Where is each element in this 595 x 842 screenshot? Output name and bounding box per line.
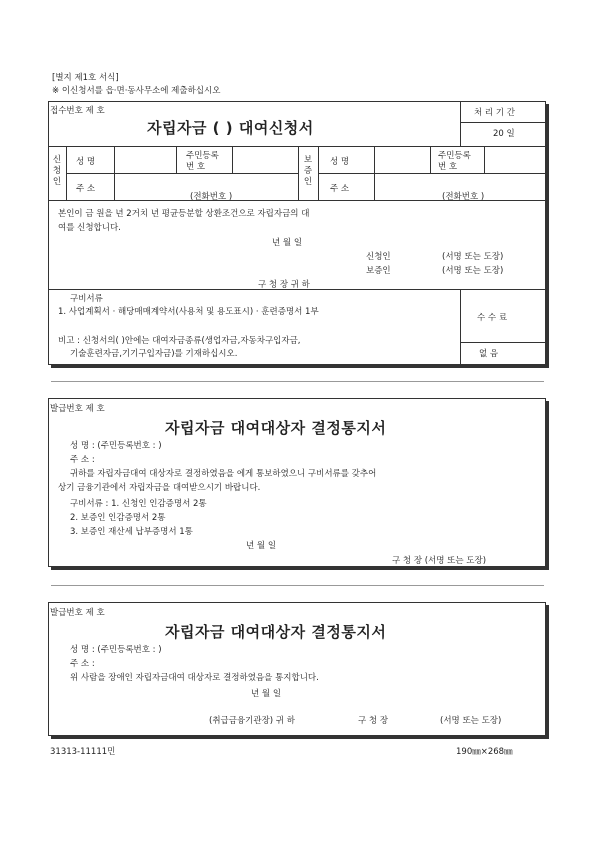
application-body-1: 본인이 금 원을 년 2거치 년 평균등분할 상환조건으로 자립자금의 대: [58, 209, 310, 219]
processing-period-label: 처 리 기 간: [474, 108, 515, 118]
notice1-docs-3: 3. 보증인 재산세 납부증명서 1통: [70, 527, 193, 537]
applicant-resid-label-1: 주민등록: [186, 151, 219, 161]
submission-note: ※ 이신청서를 읍·면·동사무소에 제출하십시오: [52, 86, 221, 96]
guarantor-label: 보증인: [303, 155, 313, 187]
notice2-title: 자립자금 대여대상자 결정통지서: [165, 623, 387, 641]
application-addressee: 구 청 장 귀 하: [258, 280, 310, 290]
sign-guarantor-label: 보증인: [366, 266, 391, 276]
notice1-docs-2: 2. 보증인 인감증명서 2통: [70, 513, 166, 523]
remark-line-1: 비고 : 신청서의( )안에는 대여자금종류(생업자금,자동차구입자금,: [58, 336, 301, 346]
notice2-name-line: 성 명 : (주민등록번호 : ): [70, 645, 162, 655]
notice1-title: 자립자금 대여대상자 결정통지서: [165, 419, 387, 437]
applicant-label: 신청인: [52, 155, 62, 187]
notice1-addr-line: 주 소 :: [70, 455, 95, 465]
docs-item-1: 1. 사업계획서 · 해당매매계약서(사용처 및 용도표시) · 훈련증명서 1부: [58, 307, 319, 317]
notice2-issue-number: 발급번호 제 호: [50, 608, 105, 618]
applicant-resid-label-2: 번 호: [186, 162, 206, 172]
cut-line-2: [51, 585, 544, 586]
application-form: [48, 101, 546, 365]
sign-applicant-label: 신청인: [366, 252, 391, 262]
application-body-2: 여를 신청합니다.: [58, 223, 121, 233]
application-title: 자립자금 ( ) 대여신청서: [147, 119, 314, 137]
footer-paper-size: 190㎜×268㎜: [456, 747, 513, 757]
remark-line-2: 기술훈련자금,기기구입자금)를 기재하십시오.: [70, 349, 238, 359]
processing-period-value: 20 일: [493, 129, 515, 139]
guarantor-phone: (전화번호 ): [442, 192, 485, 202]
notice1-signer: 구 청 장 (서명 또는 도장): [392, 556, 487, 566]
fee-label: 수 수 료: [477, 313, 508, 323]
notice1-date: 년 월 일: [246, 541, 277, 551]
notice2-signer-addressee: (취급금융기관장) 귀 하: [209, 716, 295, 726]
guarantor-addr-label: 주 소: [330, 184, 350, 194]
receipt-number: 접수번호 제 호: [50, 106, 105, 116]
notice1-issue-number: 발급번호 제 호: [50, 404, 105, 414]
sign-guarantor-method: (서명 또는 도장): [442, 266, 504, 276]
cut-line-1: [51, 381, 544, 382]
guarantor-name-label: 성 명: [330, 157, 350, 167]
docs-title: 구비서류: [70, 294, 103, 304]
notice2-signer-method: (서명 또는 도장): [440, 716, 502, 726]
notice1-docs-title: 구비서류 : 1. 신청인 인감증명서 2통: [70, 499, 207, 509]
footer-code: 31313-11111민: [50, 747, 116, 757]
notice2-body-1: 위 사람을 장애인 자립자금대여 대상자로 결정하였음을 통지합니다.: [70, 673, 319, 683]
applicant-name-label: 성 명: [76, 157, 96, 167]
form-number: [별지 제1호 서식]: [52, 73, 119, 83]
guarantor-resid-label-2: 번 호: [438, 162, 458, 172]
application-date: 년 월 일: [272, 238, 303, 248]
notice2-signer-title: 구 청 장: [358, 716, 389, 726]
notice1-name-line: 성 명 : (주민등록번호 : ): [70, 441, 162, 451]
guarantor-resid-label-1: 주민등록: [438, 151, 471, 161]
applicant-phone: (전화번호 ): [190, 192, 233, 202]
notice1-body-2: 상기 금융기관에서 자립자금을 대여받으시기 바랍니다.: [58, 483, 261, 493]
notice1-body-1: 귀하를 자립자금대여 대상자로 결정하였음을 에게 통보하였으니 구비서류를 갖추어: [70, 469, 377, 479]
notice2-addr-line: 주 소 :: [70, 659, 95, 669]
fee-value: 없 음: [479, 349, 499, 359]
sign-applicant-method: (서명 또는 도장): [442, 252, 504, 262]
applicant-addr-label: 주 소: [76, 184, 96, 194]
notice2-date: 년 월 일: [251, 689, 282, 699]
